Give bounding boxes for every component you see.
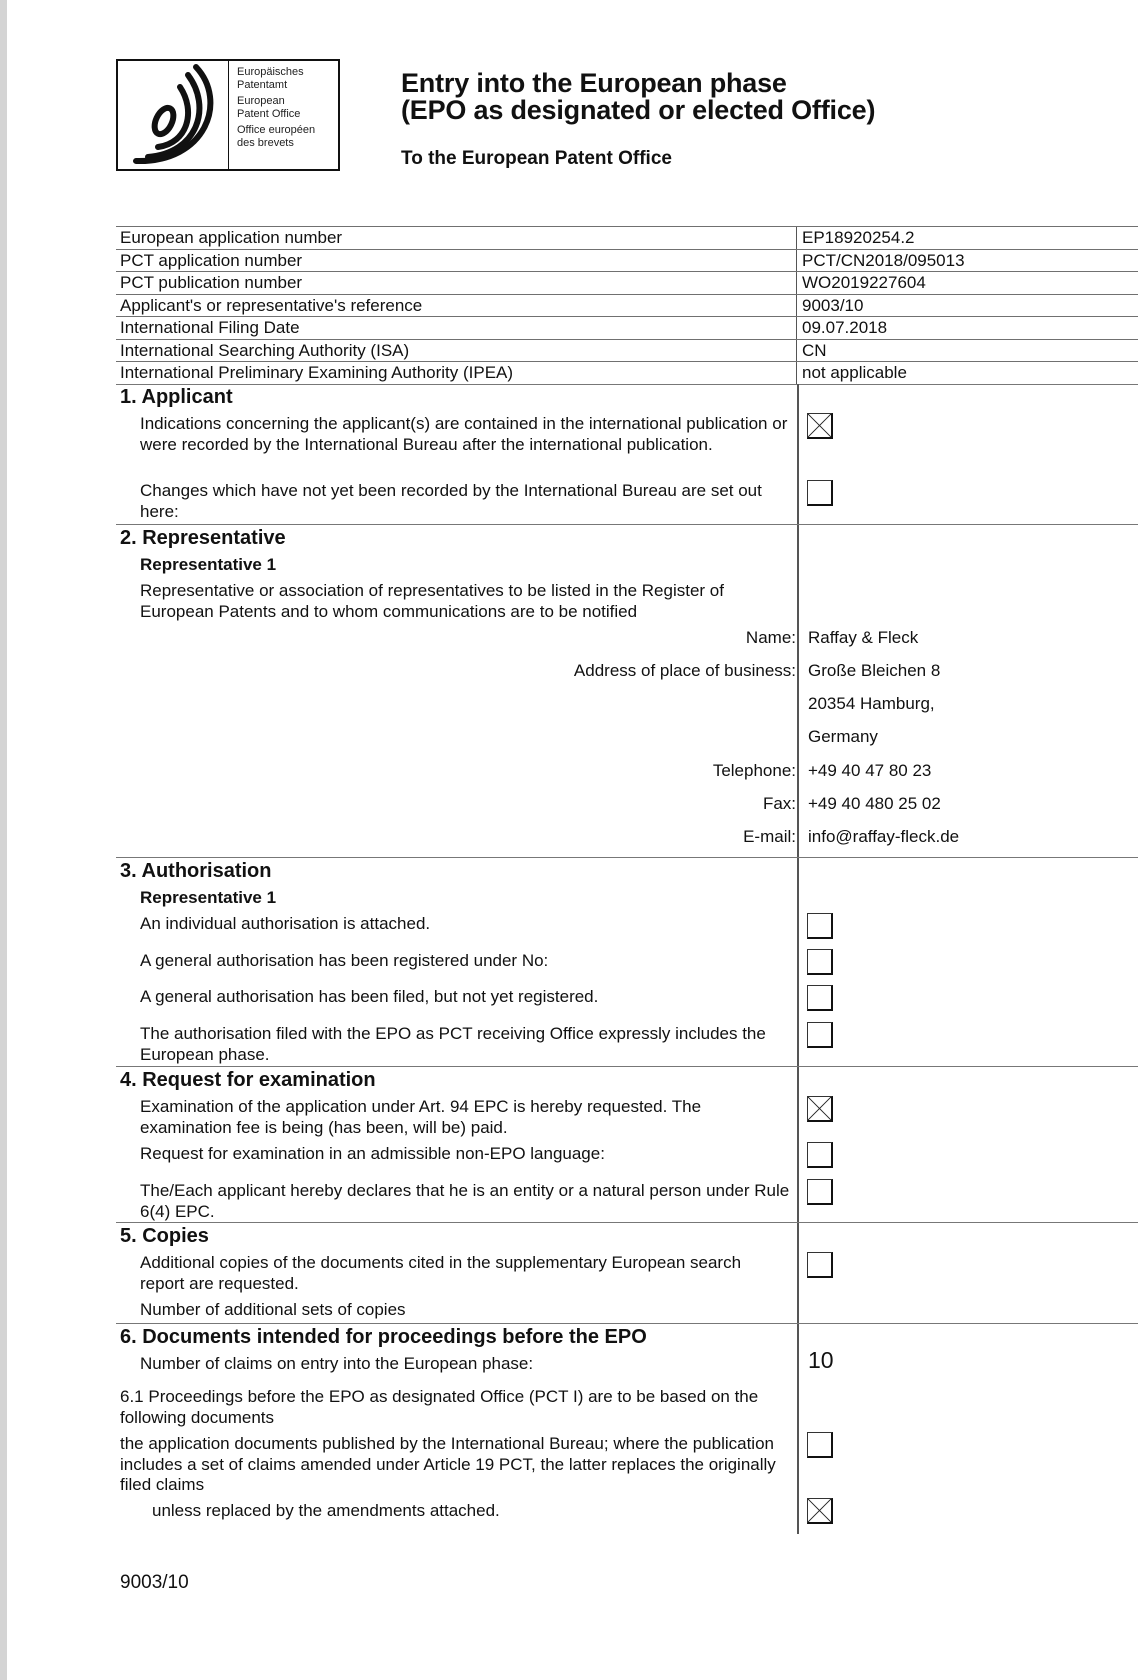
meta-value: 9003/10 bbox=[802, 295, 864, 315]
checkmark-x-icon bbox=[808, 1499, 831, 1522]
address-line-1: Große Bleichen 8 bbox=[808, 661, 941, 680]
general-authorisation-filed-checkbox[interactable] bbox=[807, 985, 833, 1011]
address-line-3: Germany bbox=[808, 727, 878, 746]
meta-row bbox=[116, 226, 1138, 249]
authorisation-item-text: A general authorisation has been registered under No: bbox=[140, 951, 549, 970]
meta-label: PCT application number bbox=[116, 250, 797, 272]
meta-row bbox=[116, 294, 1138, 317]
fax-label: Fax: bbox=[762, 794, 796, 813]
applicant-indications-checkbox[interactable] bbox=[807, 413, 833, 439]
logo-line: Office européen bbox=[237, 124, 316, 136]
meta-row bbox=[116, 339, 1138, 362]
epo-logo-mark-icon bbox=[118, 61, 229, 169]
application-meta-table bbox=[116, 226, 1138, 385]
examination-item-text: Request for examination in an admissible non-EPO language: bbox=[140, 1144, 605, 1163]
checkmark-x-icon bbox=[808, 1097, 831, 1120]
rule-6-4-declaration-checkbox[interactable] bbox=[807, 1179, 833, 1205]
amendments-text: unless replaced by the amendments attached. bbox=[152, 1501, 500, 1520]
fax-value: +49 40 480 25 02 bbox=[808, 794, 941, 813]
logo-line: des brevets bbox=[237, 136, 294, 149]
logo-line: Patent Office bbox=[237, 107, 301, 120]
meta-value: PCT/CN2018/095013 bbox=[802, 250, 965, 270]
logo-line: European bbox=[237, 95, 285, 107]
title-line-2: (EPO as designated or elected Office) bbox=[401, 95, 876, 125]
section-divider bbox=[116, 857, 1138, 858]
epo-logo bbox=[116, 59, 340, 171]
meta-value: 09.07.2018 bbox=[802, 318, 888, 337]
meta-label: European application number bbox=[116, 227, 797, 249]
address-label: Address of place of business: bbox=[573, 661, 796, 680]
meta-value: CN bbox=[802, 340, 827, 360]
section-heading-examination: 4. Request for examination bbox=[120, 1069, 376, 1091]
additional-copies-checkbox[interactable] bbox=[807, 1252, 833, 1278]
authorisation-item-text: An individual authorisation is attached. bbox=[140, 914, 431, 933]
authorisation-subheading: Representative 1 bbox=[140, 888, 277, 907]
meta-row bbox=[116, 249, 1138, 272]
proceedings-basis-text: 6.1 Proceedings before the EPO as designated Office (PCT I) are to be based on the following documents bbox=[120, 1387, 759, 1427]
applicant-changes-text: Changes which have not yet been recorded by the International Bureau are set out here: bbox=[140, 481, 762, 521]
claims-count-value: 10 bbox=[808, 1347, 834, 1373]
section-heading-representative: 2. Representative bbox=[120, 527, 286, 549]
meta-label: International Filing Date bbox=[116, 317, 797, 339]
representative-subheading: Representative 1 bbox=[140, 555, 277, 574]
column-divider bbox=[797, 384, 799, 1534]
individual-authorisation-checkbox[interactable] bbox=[807, 913, 833, 939]
title-line-1: Entry into the European phase bbox=[401, 68, 787, 98]
meta-row bbox=[116, 271, 1138, 294]
claims-count-label: Number of claims on entry into the European phase: bbox=[140, 1354, 534, 1373]
checkmark-x-icon bbox=[808, 414, 831, 437]
address-line-2: 20354 Hamburg, bbox=[808, 694, 935, 713]
authorisation-item-text: The authorisation filed with the EPO as PCT receiving Office expressly includes the European phase. bbox=[140, 1024, 766, 1064]
section-heading-authorisation: 3. Authorisation bbox=[120, 860, 272, 882]
authorisation-item-text: A general authorisation has been filed, but not yet registered. bbox=[140, 987, 599, 1006]
telephone-label: Telephone: bbox=[712, 761, 796, 780]
section-heading-documents: 6. Documents intended for proceedings before the EPO bbox=[120, 1326, 647, 1348]
copies-request-text: Additional copies of the documents cited in the supplementary European search report are requested. bbox=[140, 1253, 742, 1293]
telephone-value: +49 40 47 80 23 bbox=[808, 761, 932, 780]
section-divider bbox=[116, 1222, 1138, 1223]
epo-logo-text bbox=[229, 61, 315, 169]
applicant-changes-checkbox[interactable] bbox=[807, 480, 833, 506]
meta-value: EP18920254.2 bbox=[802, 228, 915, 247]
section-heading-applicant: 1. Applicant bbox=[120, 386, 233, 408]
general-authorisation-registered-checkbox[interactable] bbox=[807, 949, 833, 975]
meta-value: WO2019227604 bbox=[802, 273, 926, 292]
applicant-indications-text: Indications concerning the applicant(s) are contained in the international publication or were recorded by the International Bureau after the international publication. bbox=[140, 414, 788, 454]
email-label: E-mail: bbox=[743, 827, 796, 846]
name-label: Name: bbox=[745, 628, 796, 647]
logo-line: Patentamt bbox=[237, 78, 288, 91]
section-divider bbox=[116, 1066, 1138, 1067]
non-epo-language-checkbox[interactable] bbox=[807, 1142, 833, 1168]
section-divider bbox=[116, 524, 1138, 525]
section-heading-copies: 5. Copies bbox=[120, 1225, 209, 1247]
examination-request-checkbox[interactable] bbox=[807, 1096, 833, 1122]
meta-row bbox=[116, 361, 1138, 385]
meta-label: Applicant's or representative's reference bbox=[116, 295, 797, 317]
meta-label: International Searching Authority (ISA) bbox=[116, 340, 797, 362]
email-value: info@raffay-fleck.de bbox=[808, 827, 960, 846]
meta-label: International Preliminary Examining Authority (IPEA) bbox=[116, 362, 797, 384]
representative-description: Representative or association of representatives to be listed in the Register of European Patents and to whom communications are to be notified bbox=[140, 581, 724, 621]
meta-label: PCT publication number bbox=[116, 272, 797, 294]
pct-authorisation-checkbox[interactable] bbox=[807, 1022, 833, 1048]
amendments-checkbox[interactable] bbox=[807, 1498, 833, 1524]
section-divider bbox=[116, 1323, 1138, 1324]
application-documents-checkbox[interactable] bbox=[807, 1432, 833, 1458]
page-edge bbox=[0, 0, 7, 1680]
logo-line: Europäisches bbox=[237, 66, 304, 78]
meta-row bbox=[116, 316, 1138, 339]
meta-value: not applicable bbox=[802, 363, 907, 382]
footer-reference: 9003/10 bbox=[120, 1572, 189, 1593]
application-documents-text: the application documents published by the International Bureau; where the publication includes a set of claims amended under Article 19 PCT, the latter replaces the originally filed claims bbox=[120, 1434, 776, 1494]
representative-name: Raffay & Fleck bbox=[808, 628, 919, 647]
examination-item-text: The/Each applicant hereby declares that he is an entity or a natural person under Rule 6(4) EPC. bbox=[140, 1181, 790, 1221]
page-subtitle: To the European Patent Office bbox=[401, 148, 672, 169]
copies-count-label: Number of additional sets of copies bbox=[140, 1300, 406, 1319]
examination-item-text: Examination of the application under Art. 94 EPC is hereby requested. The examination fee is being (has been, will be) paid. bbox=[140, 1097, 702, 1137]
page-title bbox=[401, 70, 875, 124]
